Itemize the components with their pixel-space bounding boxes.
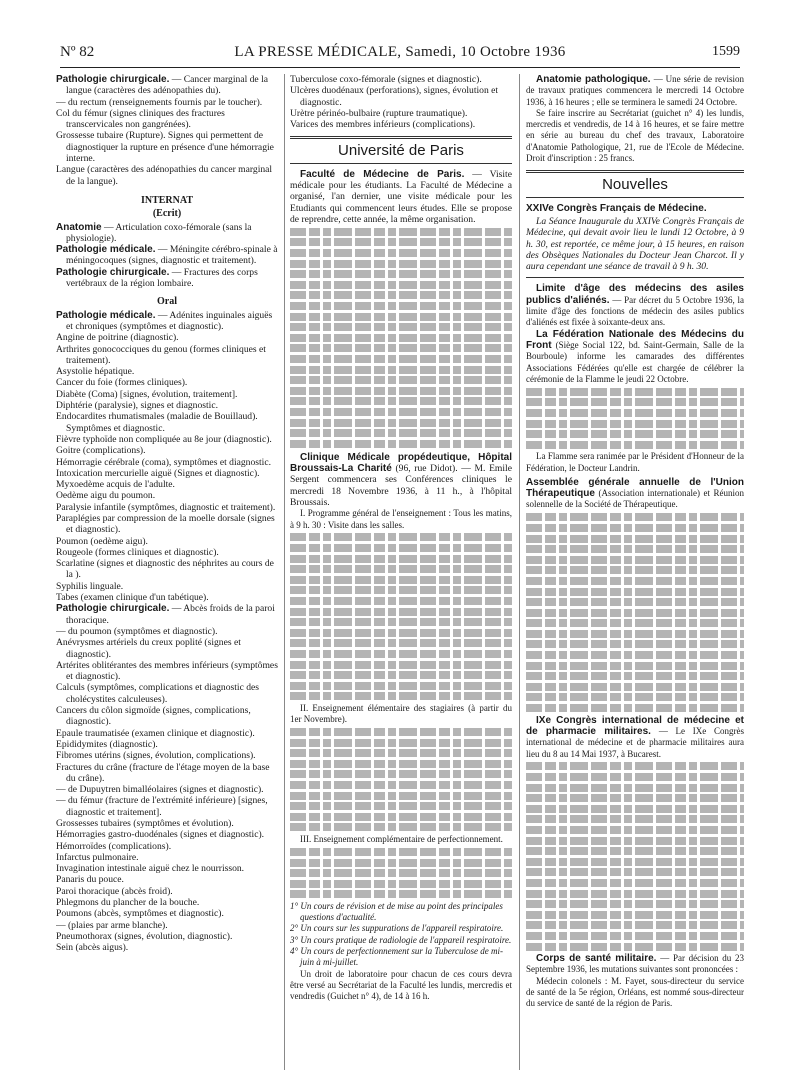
list-item: Fibromes utérins (signes, évolution, complications). — [56, 750, 256, 762]
column-divider — [284, 74, 285, 1070]
item-heading: Pathologie chirurgicale. — [56, 266, 170, 278]
stagiaires-paragraph: II. Enseignement élémentaire des stagiaires (à partir du 1er Novembre). — [290, 702, 512, 725]
list-item: Rougeole (formes cliniques et diagnostic). — [56, 546, 219, 558]
congres-paragraph: La Séance Inaugurale du XXIVe Congrès Français de Médecine, qui devait avoir lieu le lundi 12 Octobre, à 9 h. 30, est reportée, ce même jour, à 15 heures, en raison des Obsèques Nationales du Docteur Jean Charcot. Il y aura cependant une séance de travail à 9 h. 30. — [526, 215, 744, 273]
list-item: Pathologie médicale. — Méningite cérébro-spinale à méningocoques (signes, diagnostic et traitement). — [56, 244, 278, 267]
list-item: Syphilis linguale. — [56, 580, 124, 592]
list-item: Grossesses tubaires (symptômes et évolution). — [56, 818, 234, 829]
list-item: Urètre périnéo-bulbaire (rupture traumatique). — [290, 107, 468, 119]
list-item: Artérites oblitérantes des membres inférieurs (symptômes et diagnostic). — [56, 659, 278, 683]
list-item: Cancers du côlon sigmoïde (signes, complications, diagnostic). — [56, 705, 251, 728]
programme-paragraph: I. Programme général de l'enseignement : Tous les matins, à 9 h. 30 : Visite dans les salles. — [290, 508, 512, 530]
list-item: Poumon (oedème aigu). — [56, 535, 148, 547]
oral-med-first: Pathologie médicale. — Adénites inguinales aiguës et chroniques (symptômes et diagnostic). — [56, 309, 273, 332]
list-item: Asystolie hépatique. — [56, 366, 135, 378]
list-item: Ulcères duodénaux (perforations), signes, évolution et diagnostic. — [290, 85, 499, 108]
issue-number: Nº 82 — [60, 44, 95, 60]
anatomie-paragraph-2: Se faire inscrire au Secrétariat (guichet n° 4) les lundis, mercredis et vendredis, de 14 à 16 heures, et se faire mettre en série au bureau du chef des travaux, Laboratoire d'Anatomie Pathologique, 21, rue de l'Ecole de Médecine. Droit d'inscription : 25 francs. — [526, 107, 744, 164]
section-rule — [526, 197, 744, 198]
header-rule — [60, 67, 740, 68]
congres-heading: XXIVe Congrès Français de Médecine. — [526, 202, 707, 214]
list-item: 4° Un cours de perfectionnement sur la Tuberculose de mi-juin à mi-juillet. — [290, 946, 503, 968]
list-item: Hémorragies gastro-duodénales (signes et diagnostic). — [56, 829, 265, 841]
column-right — [526, 74, 744, 1072]
list-item: Pathologie chirurgicale. — Fractures des corps vertébraux de la région lombaire. — [56, 266, 258, 290]
section-rule — [526, 170, 744, 173]
list-item: 1° Un cours de révision et de mise au point des principales questions d'actualité. — [290, 900, 503, 923]
oral-chir-heading: Pathologie chirurgicale. — [56, 603, 170, 615]
list-item: Paraplégies par compression de la moelle dorsale (signes et diagnostic). — [56, 512, 275, 536]
flamme-paragraph: La Flamme sera ranimée par le Président d'Honneur de la Fédération, le Docteur Landrin. — [526, 451, 744, 473]
internat-heading: INTERNAT — [140, 194, 194, 206]
list-item: Anévrysmes artériels du creux poplité (signes et diagnostic). — [56, 637, 241, 660]
list-item: Infarctus pulmonaire. — [56, 851, 139, 863]
column-middle — [290, 74, 512, 1072]
list-item: Oedème aigu du poumon. — [56, 490, 156, 502]
page-header — [60, 44, 740, 64]
list-item: Intoxication mercurielle aiguë (Signes et diagnostic). — [56, 467, 260, 479]
ixe-paragraph: IXe Congrès international de médecine et de pharmacie militaires. — Le IXe Congrès international de médecine et de pharmacie militaires aura lieu du 8 au 14 Mai 1937, à Bucarest. — [526, 714, 744, 759]
section-rule — [290, 163, 512, 164]
list-item: Fractures du crâne (fracture de l'étage moyen de la base du crâne). — [56, 761, 270, 784]
list-item: Hémorragie cérébrale (coma), symptômes et diagnostic. — [56, 456, 271, 468]
faculte-paragraph: Faculté de Médecine de Paris. — Visite médicale pour les étudiants. La Faculté de Médecine a organisé, l'an dernier, une visite médicale pour les Etudiants qui commencent leurs études. Elle se propose de reprendre, cette année, la même organisation. — [290, 168, 512, 225]
list-item: Endocardites rhumatismales (maladie de Bouillaud). Symptômes et diagnostic. — [56, 411, 258, 434]
ecrit-heading: (Ecrit) — [152, 208, 182, 220]
list-item: Tabes (examen clinique d'un tabétique). — [56, 592, 209, 604]
list-item: Calculs (symptômes, complications et diagnostic des cholécystites calculeuses). — [56, 682, 260, 705]
continued-list — [290, 74, 512, 130]
list-item: — du poumon (symptômes et diagnostic). — [56, 625, 218, 637]
list-item: Epididymites (diagnostic). — [56, 738, 158, 750]
exam-questions-intro — [56, 74, 278, 187]
section-rule — [526, 277, 744, 278]
list-item: 3° Un cours pratique de radiologie de l'appareil respiratoire. — [290, 934, 512, 945]
item-heading: Pathologie médicale. — [56, 244, 156, 256]
list-item: Goitre (complications). — [56, 445, 146, 457]
list-item: Myxoedème acquis de l'adulte. — [56, 479, 175, 491]
list-item: Pathologie chirurgicale. — Cancer marginal de la langue (caractères des adénopathies du). — [56, 74, 269, 97]
perfectionnement-paragraph: III. Enseignement complémentaire de perfectionnement. — [300, 834, 503, 845]
section-title-nouvelles: Nouvelles — [602, 176, 668, 194]
section-rule — [290, 136, 512, 139]
list-item: Paroi thoracique (abcès froid). — [56, 885, 173, 897]
anatomie-paragraph: Anatomie pathologique. — Une série de revision de travaux pratiques commencera le mercredi 14 Octobre 1936, à 16 heures ; elle se terminera le samedi 24 Octobre. — [526, 74, 744, 107]
list-item: Poumons (abcès, symptômes et diagnostic). — [56, 908, 224, 920]
list-item: Varices des membres inférieurs (complications). — [290, 119, 476, 131]
federation-paragraph: La Fédération Nationale des Médecins du Front (Siège Social 122, bd. Saint-Germain, Salle de la Bourboule) informe les camarades des différentes Associations Fédérées qu'elle est chargée de célébrer la cérémonie de la Flamme le jeudi 22 Octobre. — [526, 328, 744, 384]
list-item: Panaris du pouce. — [56, 874, 124, 886]
list-item: Phlegmons du plancher de la bouche. — [56, 897, 200, 909]
list-item: Angine de poitrine (diagnostic). — [56, 332, 179, 344]
page-number: 1599 — [712, 44, 740, 59]
cours-list — [290, 901, 512, 969]
list-item: Epaule traumatisée (examen clinique et diagnostic). — [56, 727, 255, 739]
list-item: Invagination intestinale aiguë chez le nourrisson. — [56, 863, 245, 875]
list-item: Col du fémur (signes cliniques des fractures transcervicales non gangrénées). — [56, 107, 225, 131]
closing-paragraph: Un droit de laboratoire pour chacun de ces cours devra être versé au Secrétariat de la Faculté les lundis, mercredis et vendredis (Guichet n° 4), de 14 à 16 h. — [290, 968, 512, 1002]
list-item: Diabète (Coma) [signes, évolution, traitement]. — [56, 388, 238, 400]
list-item: Anatomie — Articulation coxo-fémorale (sans la physiologie). — [56, 221, 252, 244]
list-item: Fièvre typhoïde non compliquée au 8e jour (diagnostic). — [56, 433, 272, 445]
clinique-paragraph: Clinique Médicale propédeutique, Hôpital Broussais-La Charité (96, rue Didot). — M. Emile Sergent commencera ses Conférences cliniques le mercredi 18 Novembre 1936, à 11 h., à l'hôpital Broussais. — [290, 451, 512, 508]
list-item: — de Dupuytren bimalléolaires (signes et diagnostic). — [56, 784, 264, 796]
oral-heading: Oral — [157, 296, 177, 308]
limite-paragraph: Limite d'âge des médecins des asiles publics d'aliénés. — Par décret du 5 Octobre 1936, la limite d'âge des fonctions de médecin des asiles publics d'aliénés est fixée à soixante-deux ans. — [526, 283, 744, 328]
oral-chir-list — [56, 626, 278, 954]
list-item: Pneumothorax (signes, évolution, diagnostic). — [56, 930, 233, 942]
journal-title: LA PRESSE MÉDICALE, Samedi, 10 Octobre 1936 — [234, 44, 566, 60]
last-paragraph: Médecin colonels : M. Fayet, sous-directeur du service de santé de la 5e région, Orléans, est nommé sous-directeur du service de santé de la région de Paris. — [526, 975, 744, 1009]
oral-med-list — [56, 332, 278, 603]
corps-paragraph: Corps de santé militaire. — Par décision du 23 Septembre 1936, les mutations suivantes sont prononcées : — [526, 953, 744, 975]
list-item: — du fémur (fracture de l'extrémité inférieure) [signes, diagnostic et traitement]. — [56, 795, 268, 818]
list-item: — du rectum (renseignements fournis par le toucher). — [56, 96, 263, 108]
item-heading: Anatomie — [56, 221, 102, 233]
list-item: Grossesse tubaire (Rupture). Signes qui permettent de diagnostiquer la rupture en présence d'une hémorragie interne. — [56, 130, 274, 165]
section-title-universite: Université de Paris — [338, 142, 464, 160]
column-divider — [519, 74, 520, 1070]
list-item: Langue (caractères des adénopathies du cancer marginal de la langue). — [56, 164, 273, 187]
list-item: Diphtérie (paralysie), signes et diagnostic. — [56, 400, 218, 412]
list-item: Arthrites gonococciques du genou (formes cliniques et traitement). — [56, 343, 266, 366]
item-heading: Pathologie chirurgicale. — [56, 74, 170, 85]
list-item: Sein (abcès aigus). — [56, 942, 129, 954]
list-item: Hémorroïdes (complications). — [56, 840, 172, 852]
list-item: 2° Un cours sur les suppurations de l'appareil respiratoire. — [290, 923, 504, 934]
list-item: Scarlatine (signes et diagnostic des néphrites au cours de la ). — [56, 558, 274, 581]
assemblee-paragraph: Assemblée générale annuelle de l'Union Thérapeutique (Association internationale) et Réunion solennelle de la Société de Thérapeutique. — [526, 476, 744, 510]
oral-med-heading: Pathologie médicale. — [56, 309, 156, 321]
list-item: — (plaies par arme blanche). — [56, 919, 168, 931]
list-item: Tuberculose coxo-fémorale (signes et diagnostic). — [290, 74, 482, 85]
list-item: Cancer du foie (formes cliniques). — [56, 377, 188, 389]
ecrit-list — [56, 222, 278, 290]
oral-chir-first: Pathologie chirurgicale. — Abcès froids de la paroi thoracique. — [56, 603, 275, 626]
list-item: Paralysie infantile (symptômes, diagnostic et traitement). — [56, 501, 276, 513]
column-left — [56, 74, 278, 1072]
